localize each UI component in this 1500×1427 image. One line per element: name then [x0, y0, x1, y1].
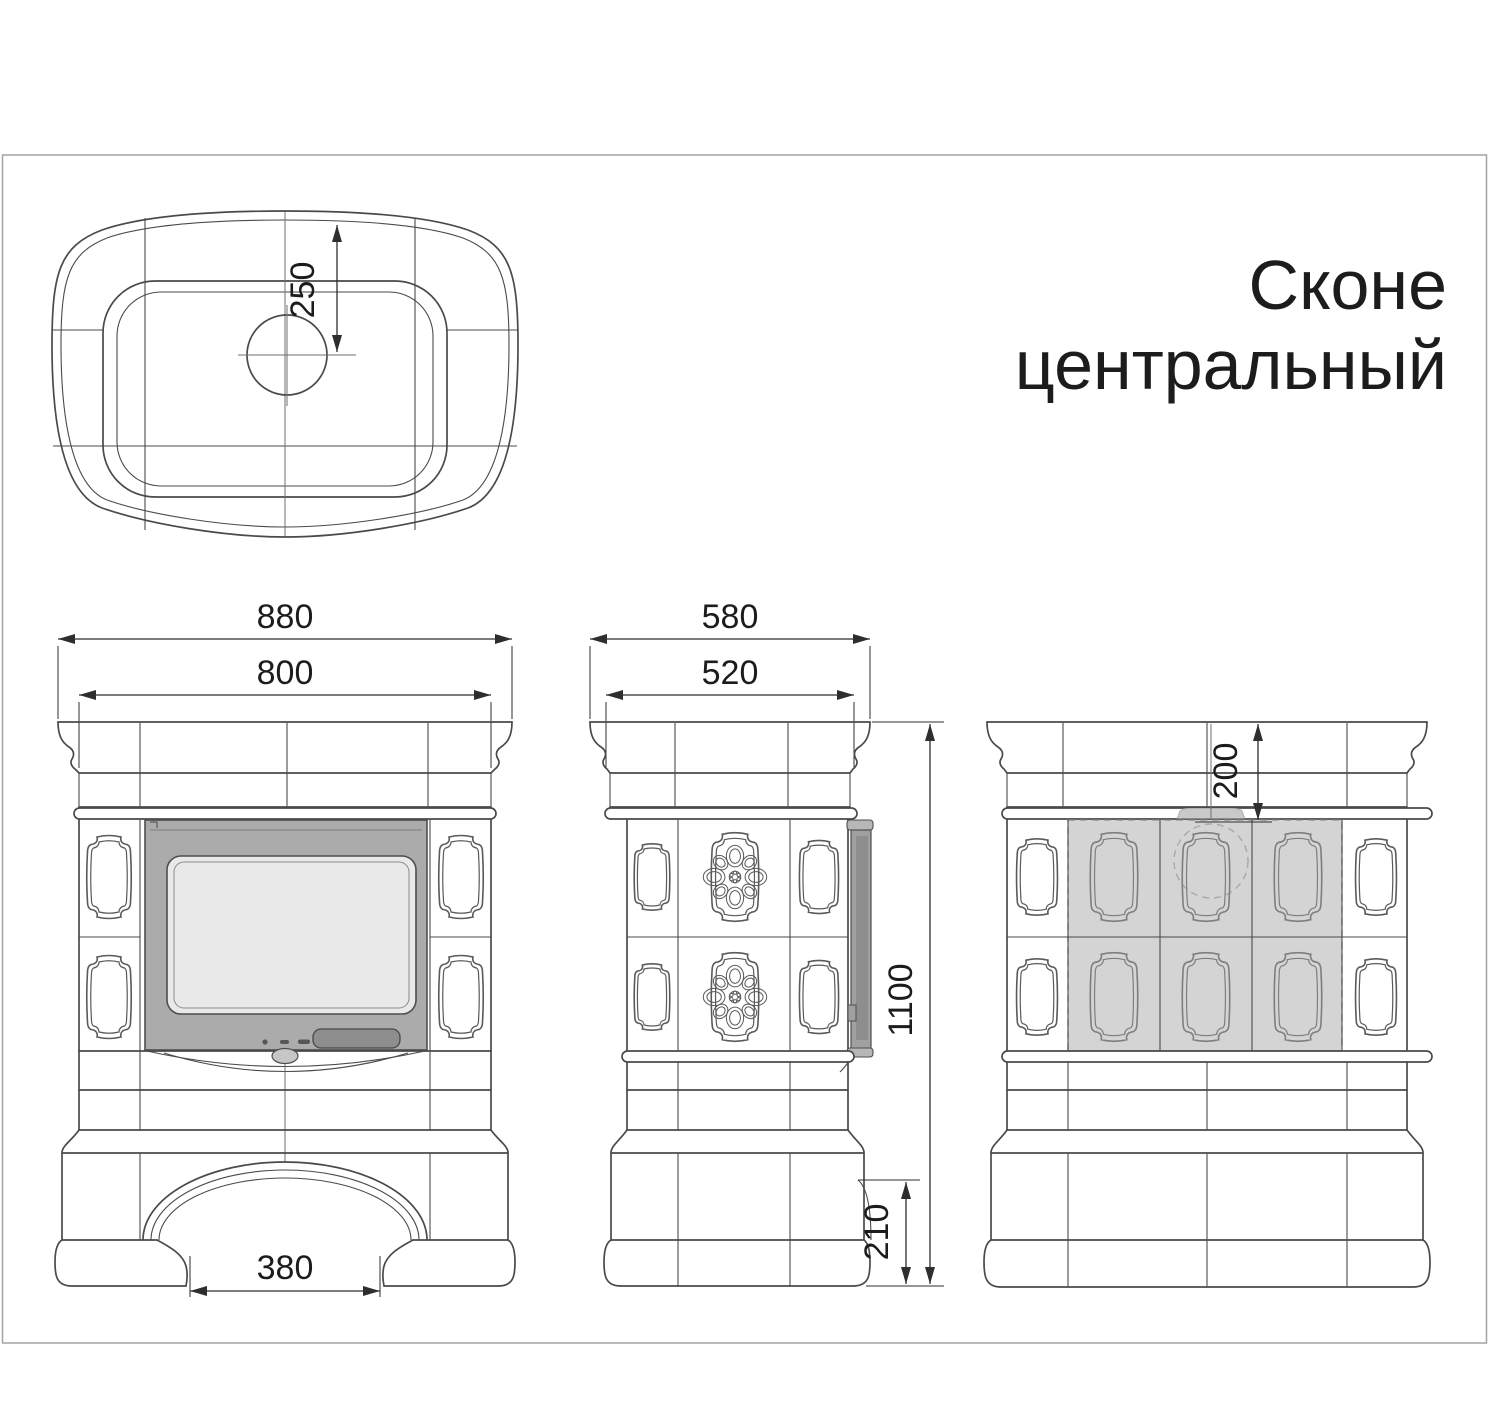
dim-body-depth-label: 520 [701, 654, 759, 692]
dim-arch-height-label: 210 [858, 1203, 896, 1261]
title-line-2: центральный [1014, 326, 1447, 404]
flue-zone-shaded [1068, 820, 1342, 1051]
dim-overall-height-label: 1100 [882, 963, 920, 1037]
dim-body-width-label: 800 [256, 654, 314, 692]
dim-arch-width-label: 380 [256, 1249, 314, 1287]
dim-overall-depth-label: 580 [701, 598, 759, 636]
door-handle [313, 1029, 400, 1048]
dim-flue-offset-label: 250 [284, 261, 322, 319]
side-top-molding [605, 808, 857, 819]
door-latch-knob [272, 1049, 298, 1064]
back-waist-molding [1002, 1051, 1432, 1062]
door-glass [167, 856, 416, 1014]
firebox-door [145, 820, 427, 1050]
dim-flue-zone-offset-label: 200 [1207, 742, 1245, 800]
dim-overall-width-label: 880 [256, 598, 314, 636]
front-top-molding [74, 808, 496, 819]
title-line-1: Сконе [1248, 246, 1447, 324]
side-waist-molding [622, 1051, 854, 1062]
